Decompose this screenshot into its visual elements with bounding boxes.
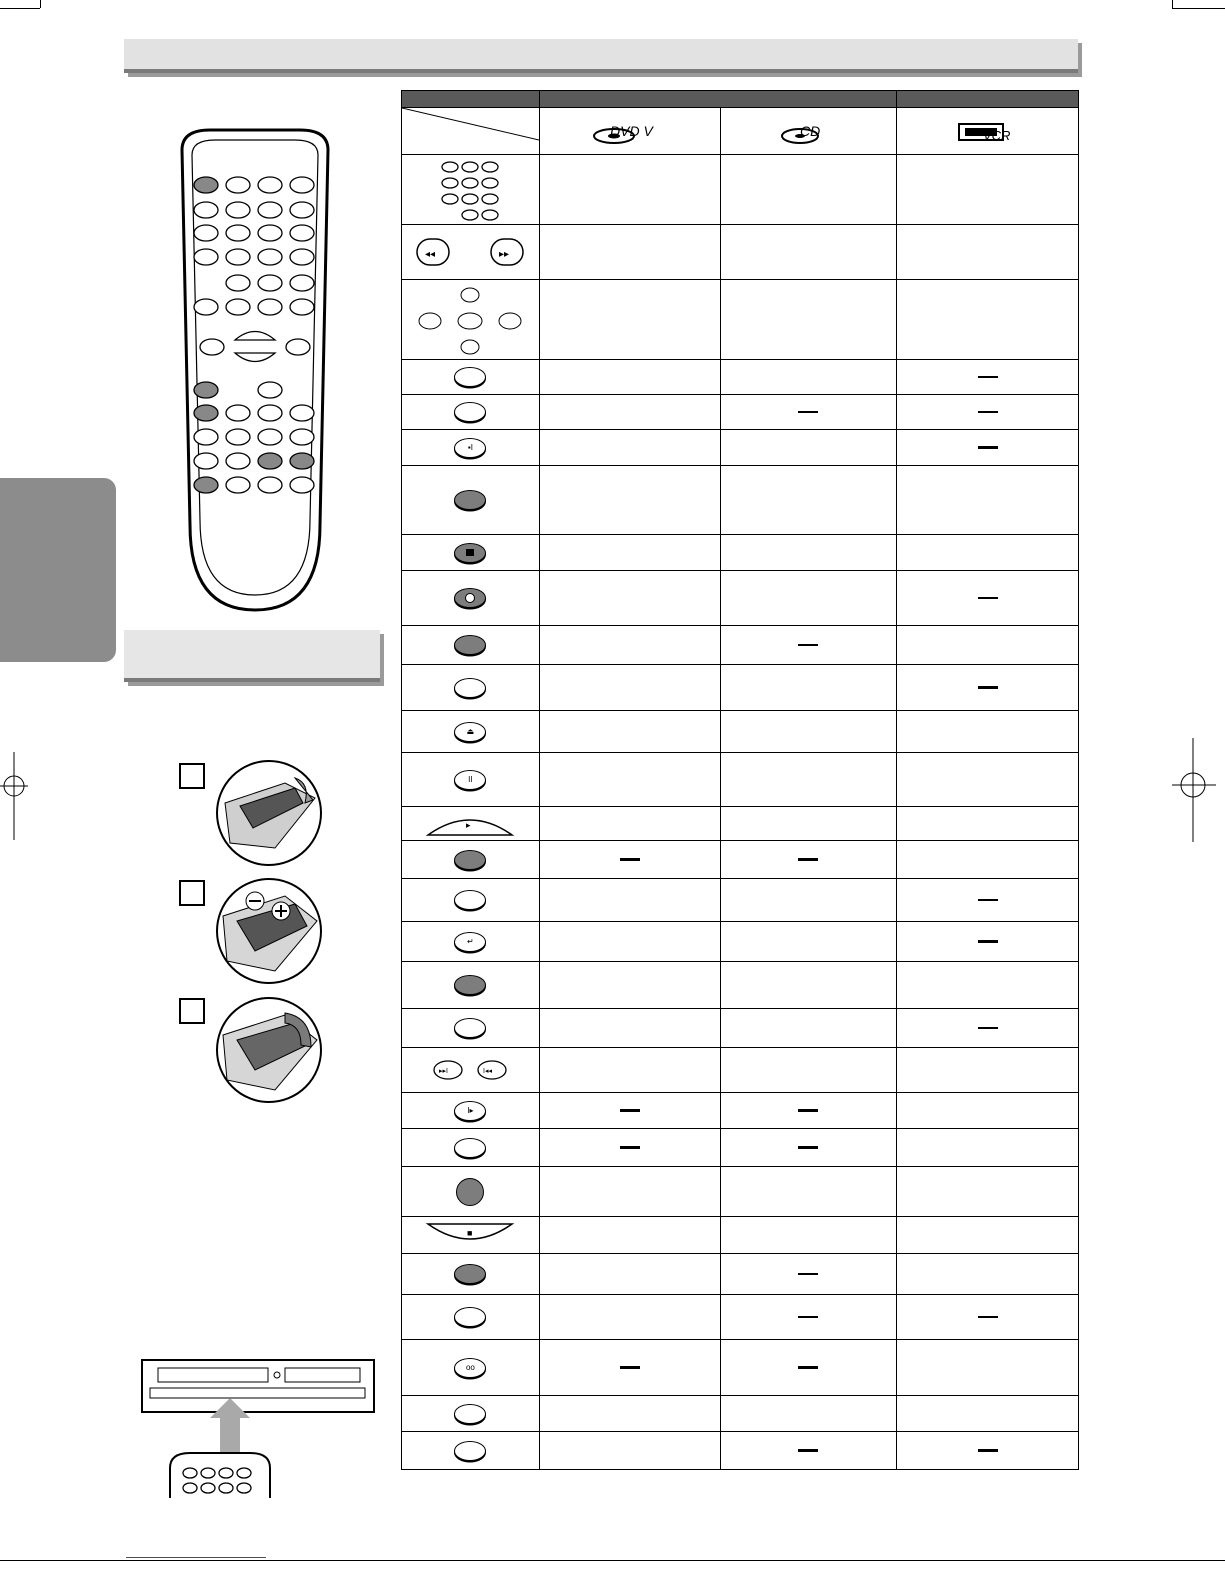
- step-2-box: [179, 880, 205, 906]
- table-row: [402, 224, 1078, 279]
- cd-cell: [720, 571, 897, 625]
- not-applicable-dash: [978, 376, 998, 379]
- table-row: [402, 359, 1078, 394]
- svg-text:I◂◂: I◂◂: [483, 1068, 493, 1075]
- vcr-cell: [896, 1295, 1078, 1339]
- dvd-cell: [539, 1217, 720, 1253]
- button-icon-cell: [402, 571, 539, 625]
- table-row: [402, 710, 1078, 752]
- svg-text:▸: ▸: [466, 819, 471, 830]
- dvd-cell: [539, 360, 720, 394]
- table-row: [402, 1253, 1078, 1294]
- button-icon-cell: [402, 466, 539, 534]
- cd-cell: [720, 807, 897, 840]
- table-row: [402, 961, 1078, 1008]
- dvd-cell: [539, 1432, 720, 1469]
- cd-cell: [720, 395, 897, 429]
- table-row: [402, 752, 1078, 806]
- cd-cell: [720, 1048, 897, 1092]
- cd-cell: [720, 1009, 897, 1047]
- button-icon-cell: ⏏: [402, 711, 539, 752]
- vcr-logo: [896, 108, 1078, 154]
- vcr-cell: [896, 841, 1078, 878]
- vcr-cell: [896, 962, 1078, 1008]
- vcr-cell: [896, 1432, 1078, 1469]
- button-icon-cell: [402, 535, 539, 570]
- dvd-cell: [539, 626, 720, 664]
- step-3-box: [179, 998, 205, 1024]
- table-row: [402, 1216, 1078, 1253]
- not-applicable-dash: [978, 411, 998, 414]
- crop-mark: [0, 8, 40, 9]
- button-icon-cell: [402, 1432, 539, 1469]
- vcr-cell: [896, 571, 1078, 625]
- dvd-cell: [539, 665, 720, 710]
- not-applicable-dash: [798, 858, 818, 861]
- button-icon-cell: [402, 841, 539, 878]
- svg-text:▸▸: ▸▸: [499, 249, 510, 260]
- cd-cell: [720, 1254, 897, 1294]
- vcr-cell: [896, 1167, 1078, 1216]
- button-icon-cell: [402, 360, 539, 394]
- vcr-cell: [896, 807, 1078, 840]
- dvd-cell: [539, 1340, 720, 1395]
- table-header-band: [402, 91, 1078, 107]
- table-row: [402, 1431, 1078, 1469]
- dvd-cell: [539, 1167, 720, 1216]
- not-applicable-dash: [620, 1146, 640, 1149]
- button-icon-cell: oo: [402, 1340, 539, 1395]
- cd-cell: [720, 1340, 897, 1395]
- table-row: [402, 1395, 1078, 1431]
- table-row: [402, 154, 1078, 224]
- diagonal-cell: [402, 108, 539, 154]
- not-applicable-dash: [978, 899, 998, 902]
- dvd-cell: [539, 1396, 720, 1431]
- vcr-cell: [896, 1217, 1078, 1253]
- registration-mark-left: [0, 752, 44, 840]
- table-row: [402, 1339, 1078, 1395]
- cd-cell: [720, 1396, 897, 1431]
- not-applicable-dash: [620, 1109, 640, 1112]
- dvd-cell: [539, 1129, 720, 1166]
- function-table: [401, 90, 1079, 1470]
- crop-mark: [1172, 8, 1225, 9]
- crop-mark: [40, 0, 41, 8]
- vcr-cell: [896, 1340, 1078, 1395]
- not-applicable-dash: [978, 597, 998, 600]
- vcr-cell: [896, 225, 1078, 279]
- dvd-cell: [539, 753, 720, 806]
- button-icon-cell: [402, 225, 539, 279]
- page-header-band: [124, 39, 1078, 73]
- dvd-cell: [539, 962, 720, 1008]
- cd-cell: [720, 665, 897, 710]
- table-logo-row: [402, 107, 1078, 154]
- button-icon-cell: [402, 395, 539, 429]
- cd-cell: [720, 1129, 897, 1166]
- not-applicable-dash: [798, 644, 818, 647]
- button-icon-cell: ↵: [402, 922, 539, 961]
- dvd-cell: [539, 711, 720, 752]
- vcr-cell: [896, 1129, 1078, 1166]
- table-row: [402, 1092, 1078, 1128]
- table-row: [402, 279, 1078, 359]
- dvd-cell: [539, 430, 720, 465]
- cd-cell: [720, 626, 897, 664]
- dvd-cell: [539, 1254, 720, 1294]
- vcr-unit-illustration: [140, 1358, 380, 1498]
- button-icon-cell: [402, 626, 539, 664]
- table-row: [402, 1047, 1078, 1092]
- registration-mark-right: [1172, 738, 1216, 842]
- not-applicable-dash: [978, 1449, 998, 1452]
- vcr-cell: [896, 430, 1078, 465]
- dvd-cell: [539, 395, 720, 429]
- cd-cell: [720, 711, 897, 752]
- cd-cell: [720, 155, 897, 224]
- not-applicable-dash: [798, 1316, 818, 1319]
- vcr-cell: [896, 879, 1078, 921]
- svg-text:◂◂: ◂◂: [425, 249, 436, 260]
- remote-control-illustration: [170, 125, 340, 615]
- not-applicable-dash: [798, 1366, 818, 1369]
- vcr-cell: [896, 1093, 1078, 1128]
- button-icon-cell: ▪I: [402, 430, 539, 465]
- cd-cell: [720, 841, 897, 878]
- step-1-box: [179, 763, 205, 789]
- cd-cell: [720, 1167, 897, 1216]
- cd-logo: [720, 108, 897, 154]
- dvd-cell: [539, 225, 720, 279]
- button-icon-cell: [402, 1396, 539, 1431]
- crop-mark: [1172, 0, 1173, 8]
- not-applicable-dash: [978, 940, 998, 943]
- vcr-cell: [896, 711, 1078, 752]
- cd-cell: [720, 360, 897, 394]
- table-row: [402, 465, 1078, 534]
- bottom-rule: [0, 1560, 1225, 1561]
- side-section-tab: [0, 478, 116, 662]
- button-icon-cell: [402, 879, 539, 921]
- cd-cell: [720, 1432, 897, 1469]
- dvd-cell: [539, 1093, 720, 1128]
- cd-cell: [720, 280, 897, 359]
- cd-cell: [720, 1217, 897, 1253]
- table-row: [402, 878, 1078, 921]
- vcr-cell: [896, 1048, 1078, 1092]
- not-applicable-dash: [978, 1316, 998, 1319]
- svg-text:VCR: VCR: [982, 128, 1011, 143]
- section-heading-box: [124, 630, 380, 682]
- table-row: [402, 1166, 1078, 1216]
- svg-text:■: ■: [467, 1228, 473, 1238]
- not-applicable-dash: [798, 1273, 818, 1276]
- table-row: [402, 625, 1078, 664]
- vcr-cell: [896, 1396, 1078, 1431]
- vcr-cell: [896, 753, 1078, 806]
- button-icon-cell: [402, 1048, 539, 1092]
- cd-cell: [720, 922, 897, 961]
- button-icon-cell: [402, 155, 539, 224]
- button-icon-cell: [402, 962, 539, 1008]
- dvd-cell: [539, 1295, 720, 1339]
- not-applicable-dash: [620, 1366, 640, 1369]
- dvd-cell: [539, 841, 720, 878]
- dvd-cell: [539, 879, 720, 921]
- table-row: [402, 840, 1078, 878]
- dvd-cell: [539, 535, 720, 570]
- button-icon-cell: [402, 1254, 539, 1294]
- not-applicable-dash: [978, 686, 998, 689]
- table-row: [402, 1294, 1078, 1339]
- vcr-cell: [896, 280, 1078, 359]
- button-icon-cell: [402, 280, 539, 359]
- table-row: [402, 429, 1078, 465]
- cd-cell: [720, 879, 897, 921]
- button-icon-cell: [402, 1217, 539, 1253]
- battery-step-1-illustration: [215, 758, 323, 868]
- svg-text:DVD V: DVD V: [609, 123, 653, 139]
- button-icon-cell: [402, 1167, 539, 1216]
- vcr-cell: [896, 626, 1078, 664]
- not-applicable-dash: [798, 1109, 818, 1112]
- vcr-cell: [896, 1254, 1078, 1294]
- table-row: [402, 806, 1078, 840]
- dvd-cell: [539, 1048, 720, 1092]
- button-icon-cell: [402, 1129, 539, 1166]
- vcr-cell: [896, 395, 1078, 429]
- vcr-cell: [896, 466, 1078, 534]
- table-row: [402, 921, 1078, 961]
- cd-cell: [720, 535, 897, 570]
- not-applicable-dash: [978, 1027, 998, 1030]
- vcr-cell: [896, 535, 1078, 570]
- table-row: [402, 664, 1078, 710]
- cd-cell: [720, 430, 897, 465]
- cd-cell: [720, 225, 897, 279]
- vcr-cell: [896, 1009, 1078, 1047]
- not-applicable-dash: [798, 411, 818, 414]
- button-icon-cell: [402, 665, 539, 710]
- button-icon-cell: [402, 1295, 539, 1339]
- dvd-cell: [539, 571, 720, 625]
- svg-text:CD: CD: [800, 123, 821, 139]
- table-row: [402, 534, 1078, 570]
- battery-step-3-illustration: [215, 995, 323, 1105]
- dvd-cell: [539, 280, 720, 359]
- svg-text:▸▸I: ▸▸I: [439, 1068, 449, 1075]
- dvd-cell: [539, 155, 720, 224]
- not-applicable-dash: [798, 1449, 818, 1452]
- vcr-cell: [896, 360, 1078, 394]
- vcr-cell: [896, 922, 1078, 961]
- dvd-cell: [539, 466, 720, 534]
- table-row: [402, 394, 1078, 429]
- button-icon-cell: I▸: [402, 1093, 539, 1128]
- table-row: [402, 1128, 1078, 1166]
- cd-cell: [720, 962, 897, 1008]
- dvd-logo: [539, 108, 720, 154]
- vcr-cell: [896, 155, 1078, 224]
- button-icon-cell: [402, 807, 539, 840]
- cd-cell: [720, 753, 897, 806]
- button-icon-cell: [402, 1009, 539, 1047]
- vcr-cell: [896, 665, 1078, 710]
- dvd-cell: [539, 807, 720, 840]
- cd-cell: [720, 1093, 897, 1128]
- table-row: [402, 1008, 1078, 1047]
- not-applicable-dash: [798, 1146, 818, 1149]
- not-applicable-dash: [978, 446, 998, 449]
- not-applicable-dash: [620, 858, 640, 861]
- button-icon-cell: II: [402, 753, 539, 806]
- dvd-cell: [539, 922, 720, 961]
- dvd-cell: [539, 1009, 720, 1047]
- cd-cell: [720, 1295, 897, 1339]
- table-row: [402, 570, 1078, 625]
- battery-step-2-illustration: [215, 876, 323, 986]
- bottom-link-rule: [126, 1557, 266, 1558]
- cd-cell: [720, 466, 897, 534]
